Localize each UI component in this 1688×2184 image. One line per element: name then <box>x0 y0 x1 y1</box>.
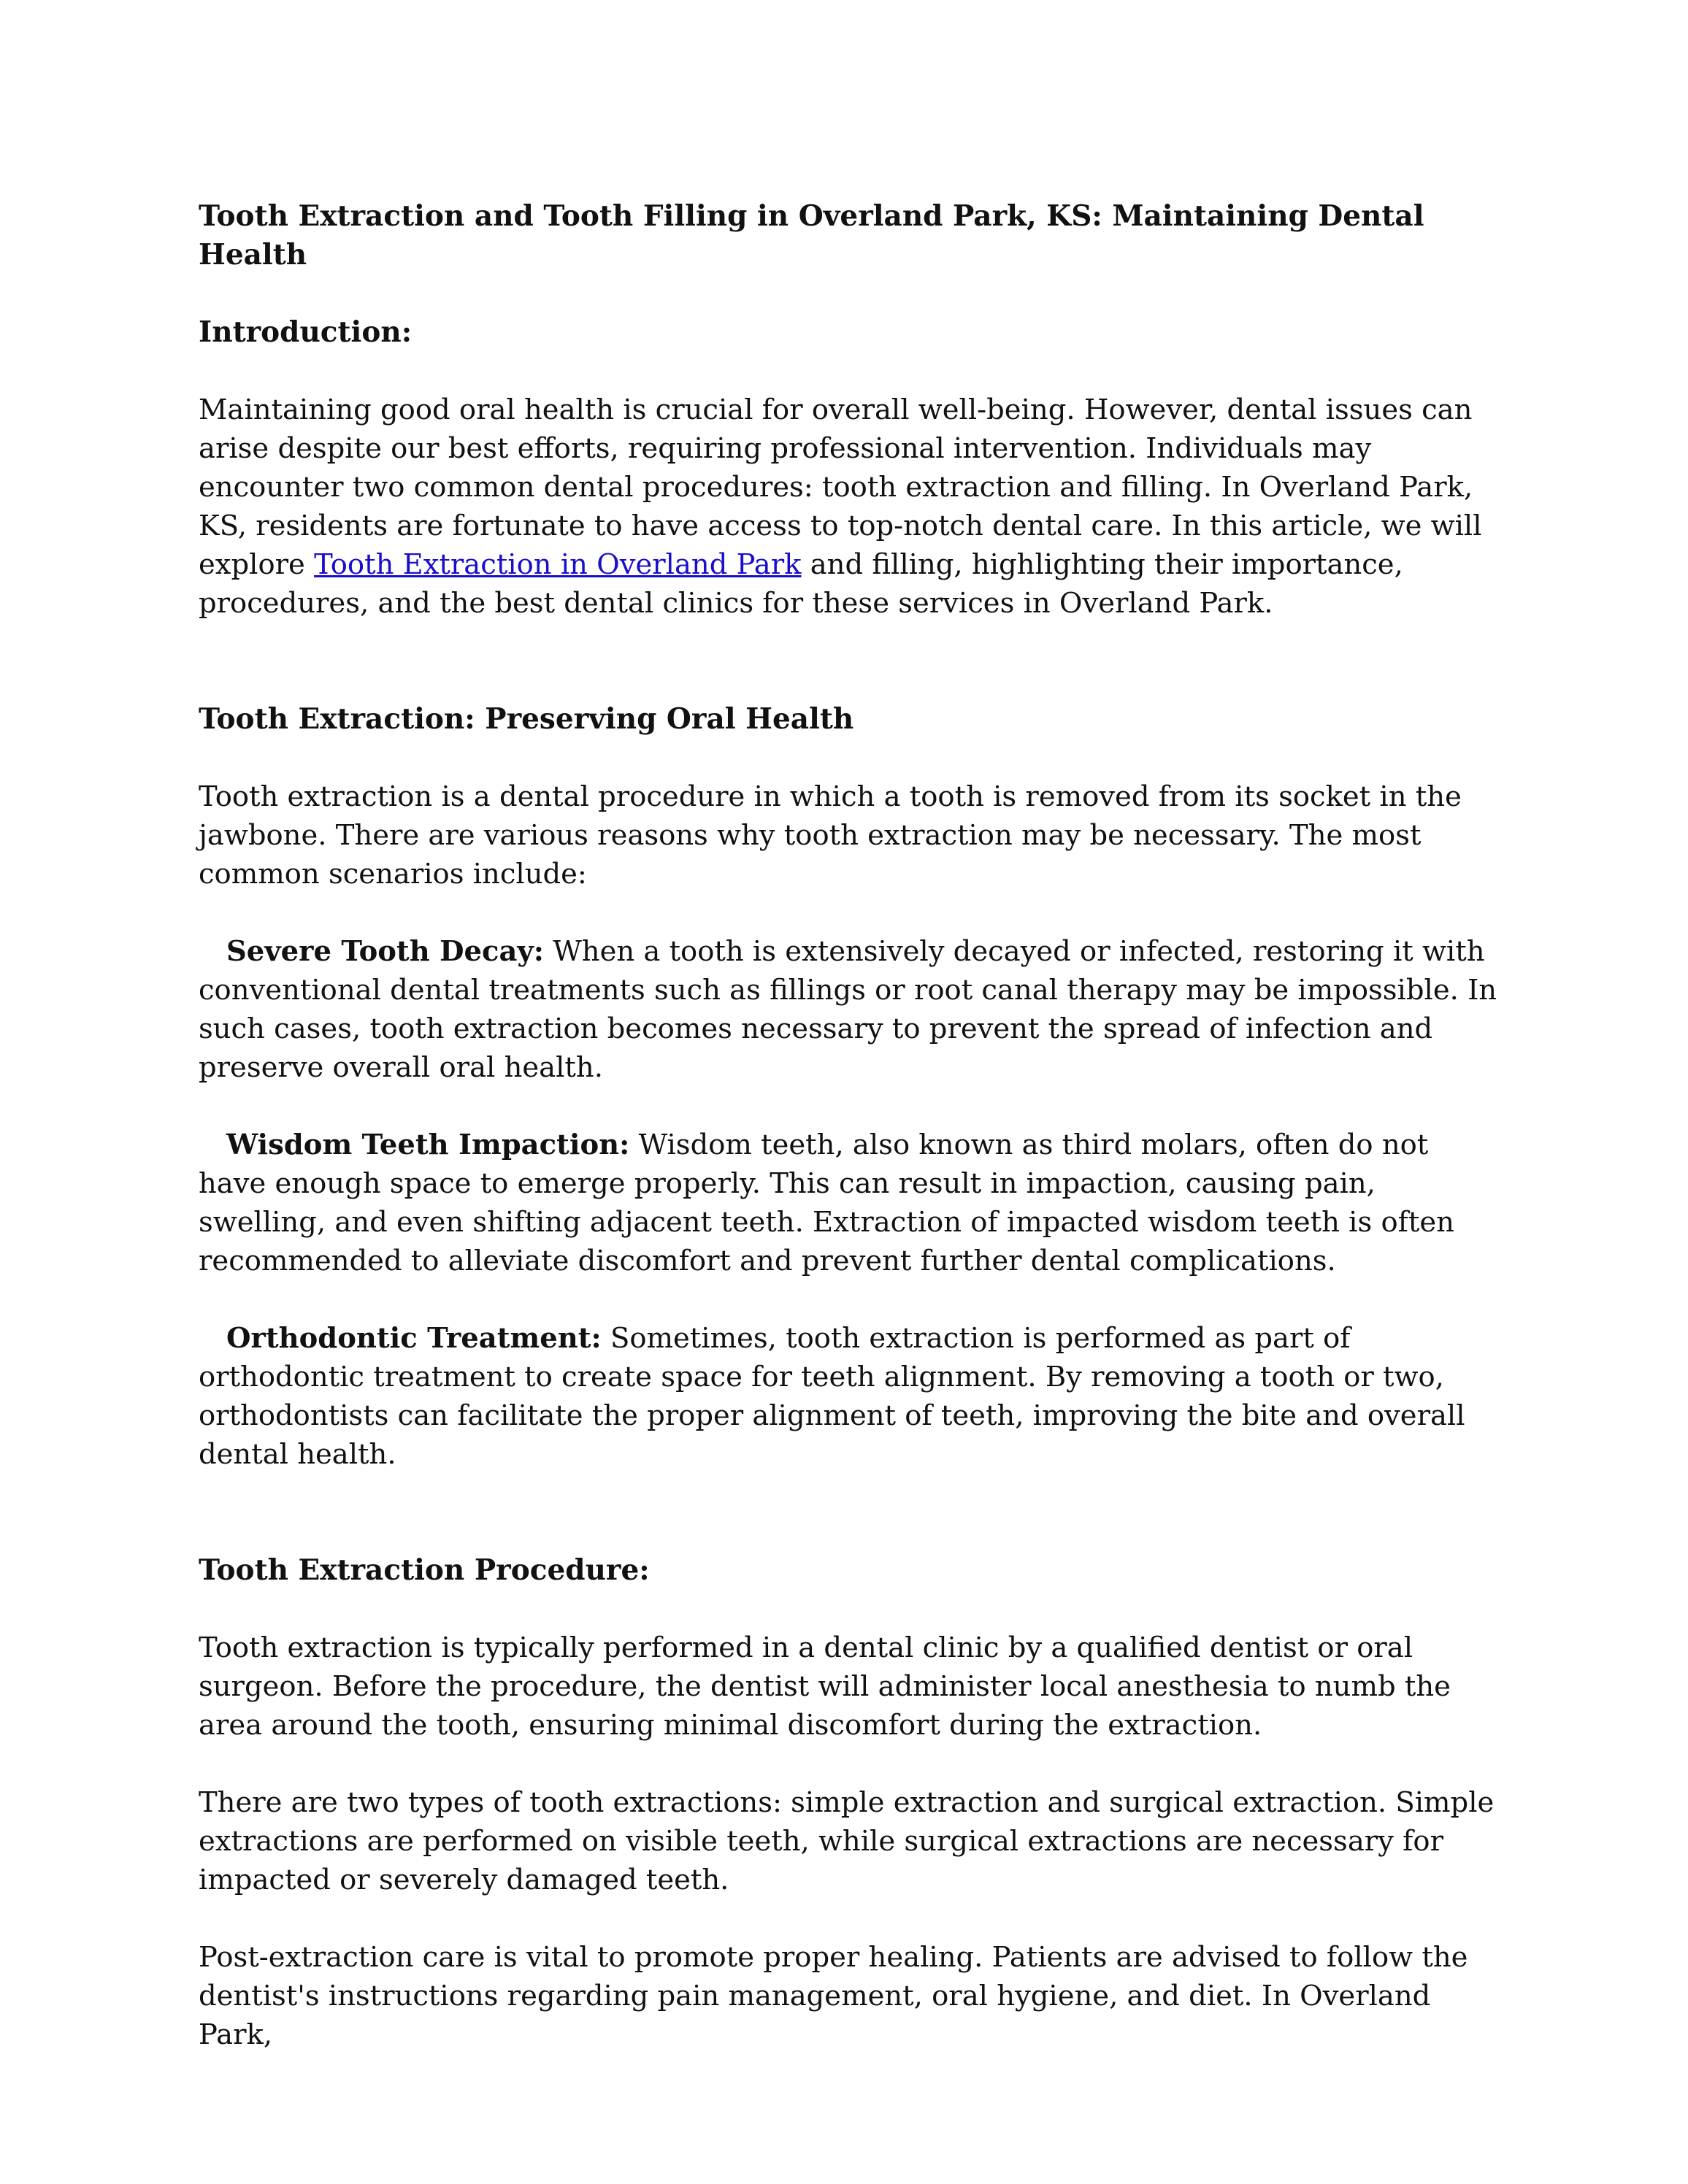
reason-term: Severe Tooth Decay: <box>226 935 544 968</box>
reason-wisdom-teeth <box>199 1126 1498 1280</box>
reason-severe-decay <box>199 932 1498 1087</box>
intro-heading: Introduction: <box>199 315 413 349</box>
document-page <box>199 197 1498 2054</box>
intro-paragraph <box>199 391 1498 623</box>
section-heading-extraction: Tooth Extraction: Preserving Oral Health <box>199 702 854 736</box>
extraction-intro-paragraph: Tooth extraction is a dental procedure in which a tooth is removed from its socket in the jawbone. There are various reasons why tooth extraction may be necessary. The most common scenarios include: <box>199 780 1462 891</box>
section-heading-procedure: Tooth Extraction Procedure: <box>199 1553 650 1587</box>
reason-text: When a tooth is extensively decayed or infected, restoring it with conventional dental treatments such as fillings or root canal therapy may be impossible. In such cases, tooth extraction becomes necessary to prevent the spread of infection and preserve overall oral health. <box>199 935 1497 1084</box>
intro-text-start: Maintaining good oral health is crucial for overall well-being. However, dental issues can arise despite our best efforts, requiring professional intervention. Individuals may encounter two common dental procedures: tooth extraction and filling. In Overland Park, KS, residents are fortunate to have access to top-notch dental care. In this article, we will explore <box>199 393 1482 581</box>
document-title: Tooth Extraction and Tooth Filling in Overland Park, KS: Maintaining Dental Health <box>199 199 1424 272</box>
reason-text: Sometimes, tooth extraction is performed as part of orthodontic treatment to create space for teeth alignment. By removing a tooth or two, orthodontists can facilitate the proper alignment of teeth, improving the bite and overall dental health. <box>199 1322 1465 1471</box>
tooth-extraction-link[interactable]: Tooth Extraction in Overland Park <box>314 548 802 581</box>
intro-text-end: and filling, highlighting their importance, procedures, and the best dental clinics for these services in Overland Park. <box>199 548 1403 620</box>
reason-term: Orthodontic Treatment: <box>226 1322 602 1355</box>
procedure-paragraph: Tooth extraction is typically performed in a dental clinic by a qualified dentist or oral surgeon. Before the procedure, the dentist will administer local anesthesia to numb the area around the tooth, ensuring minimal discomfort during the extraction. <box>199 1631 1451 1742</box>
reason-orthodontic <box>199 1319 1498 1474</box>
reason-term: Wisdom Teeth Impaction: <box>226 1128 630 1161</box>
reason-text: Wisdom teeth, also known as third molars, often do not have enough space to emerge properly. This can result in impaction, causing pain, swelling, and even shifting adjacent teeth. Extraction of impacted wisdom teeth is often recommended to alleviate discomfort and prevent further dental complications. <box>199 1128 1454 1277</box>
extraction-types-paragraph: There are two types of tooth extractions: simple extraction and surgical extraction. Simple extractions are performed on visible teeth, while surgical extractions are necessary for impacted or severely damaged teeth. <box>199 1786 1495 1896</box>
post-extraction-paragraph: Post-extraction care is vital to promote proper healing. Patients are advised to follow the dentist's instructions regarding pain management, oral hygiene, and diet. In Overland Park, <box>199 1941 1468 2051</box>
